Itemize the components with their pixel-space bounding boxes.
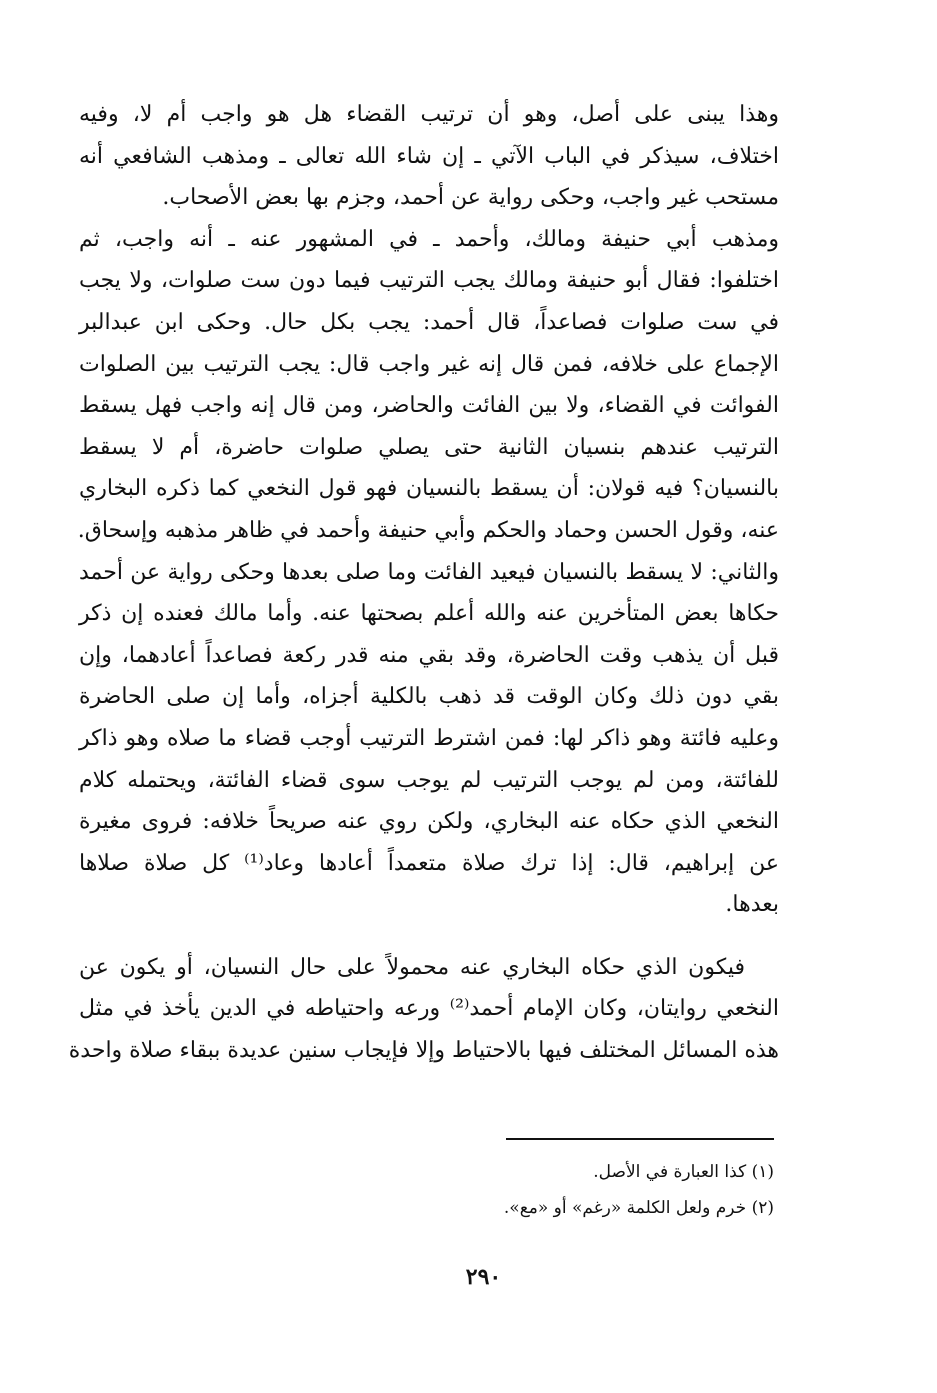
text-line: والثاني: لا يسقط بالنسيان فيعيد الفائت وما صلى بعدها وحكى رواية عن أحمد [79, 559, 779, 585]
main-text [68, 94, 779, 1072]
text-line: النخعي الذي حكاه عنه البخاري، ولكن روي عنه صريحاً خلافه: فروى مغيرة [79, 809, 779, 835]
paragraph-gap [79, 926, 779, 947]
text-line: عنه، وقول الحسن وحماد والحكم وأبي حنيفة وأحمد في ظاهر مذهبه وإسحاق. [77, 517, 779, 543]
text-line: مستحب غير واجب، وحكى رواية عن أحمد، وجزم بها بعض الأصحاب. [162, 185, 779, 211]
text-line: بعدها. [725, 892, 779, 918]
text-line: عن إبراهيم، قال: إذا ترك صلاة متعمداً أعادها وعاد⁽¹⁾ كل صلاة صلاها [79, 850, 779, 876]
text-line: الإجماع على خلافه، فمن قال إنه غير واجب قال: يجب الترتيب بين الصلوات [79, 351, 779, 377]
text-line: اختلفوا: فقال أبو حنيفة ومالك يجب الترتيب فيما دون ست صلوات، ولا يجب [79, 268, 779, 294]
footnote-1: (١) كذا العبارة في الأصل. [593, 1162, 774, 1182]
footnotes [274, 1154, 774, 1226]
text-line: بالنسيان؟ فيه قولان: أن يسقط بالنسيان فهو قول النخعي كما ذكره البخاري [79, 476, 779, 502]
text-line: وعليه فائتة وهو ذاكر لها: فمن اشترط الترتيب أوجب قضاء ما صلاه وهو ذاكر [79, 725, 779, 751]
text-line: فيكون الذي حكاه البخاري عنه محمولاً على حال النسيان، أو يكون عن [79, 954, 745, 980]
text-line: الفوائت في القضاء، ولا بين الفائت والحاضر، ومن قال إنه واجب فهل يسقط [79, 393, 779, 419]
text-line: وهذا يبنى على أصل، وهو أن ترتيب القضاء هل هو واجب أم لا، وفيه [79, 102, 779, 127]
text-line: ومذهب أبي حنيفة ومالك، وأحمد ـ في المشهور عنه ـ أنه واجب، ثم [79, 226, 779, 252]
text-line: قبل أن يذهب وقت الحاضرة، وقد بقي منه قدر ركعة فصاعداً أعادهما، وإن [79, 642, 779, 668]
text-line: اختلاف، سيذكر في الباب الآتي ـ إن شاء الله تعالى ـ ومذهب الشافعي أنه [79, 143, 779, 169]
text-line: حكاها بعض المتأخرين عنه والله أعلم بصحتها عنه. وأما مالك فعنده إن ذكر [79, 601, 779, 627]
text-line: في ست صلوات فصاعداً، قال أحمد: يجب بكل حال. وحكى ابن عبدالبر [79, 309, 779, 335]
text-line: هذه المسائل المختلف فيها بالاحتياط وإلا فإيجاب سنين عديدة ببقاء صلاة واحدة [68, 1038, 779, 1064]
text-line: الترتيب عندهم بنسيان الثانية حتى يصلي صلوات حاضرة، أم لا يسقط [79, 434, 779, 460]
text-line: للفائتة، ومن لم يوجب الترتيب لم يوجب سوى قضاء الفائتة، ويحتمله كلام [79, 767, 779, 793]
page-number: ٢٩٠ [465, 1264, 502, 1290]
text-line: بقي دون ذلك وكان الوقت قد ذهب بالكلية أجزاه، وأما إن صلى الحاضرة [79, 684, 779, 710]
footnote-divider [506, 1138, 774, 1140]
footnote-2: (٢) خرم ولعل الكلمة «رغم» أو «مع». [503, 1198, 774, 1218]
text-line: النخعي روايتان، وكان الإمام أحمد⁽²⁾ ورعه واحتياطه في الدين يأخذ في مثل [79, 996, 779, 1022]
